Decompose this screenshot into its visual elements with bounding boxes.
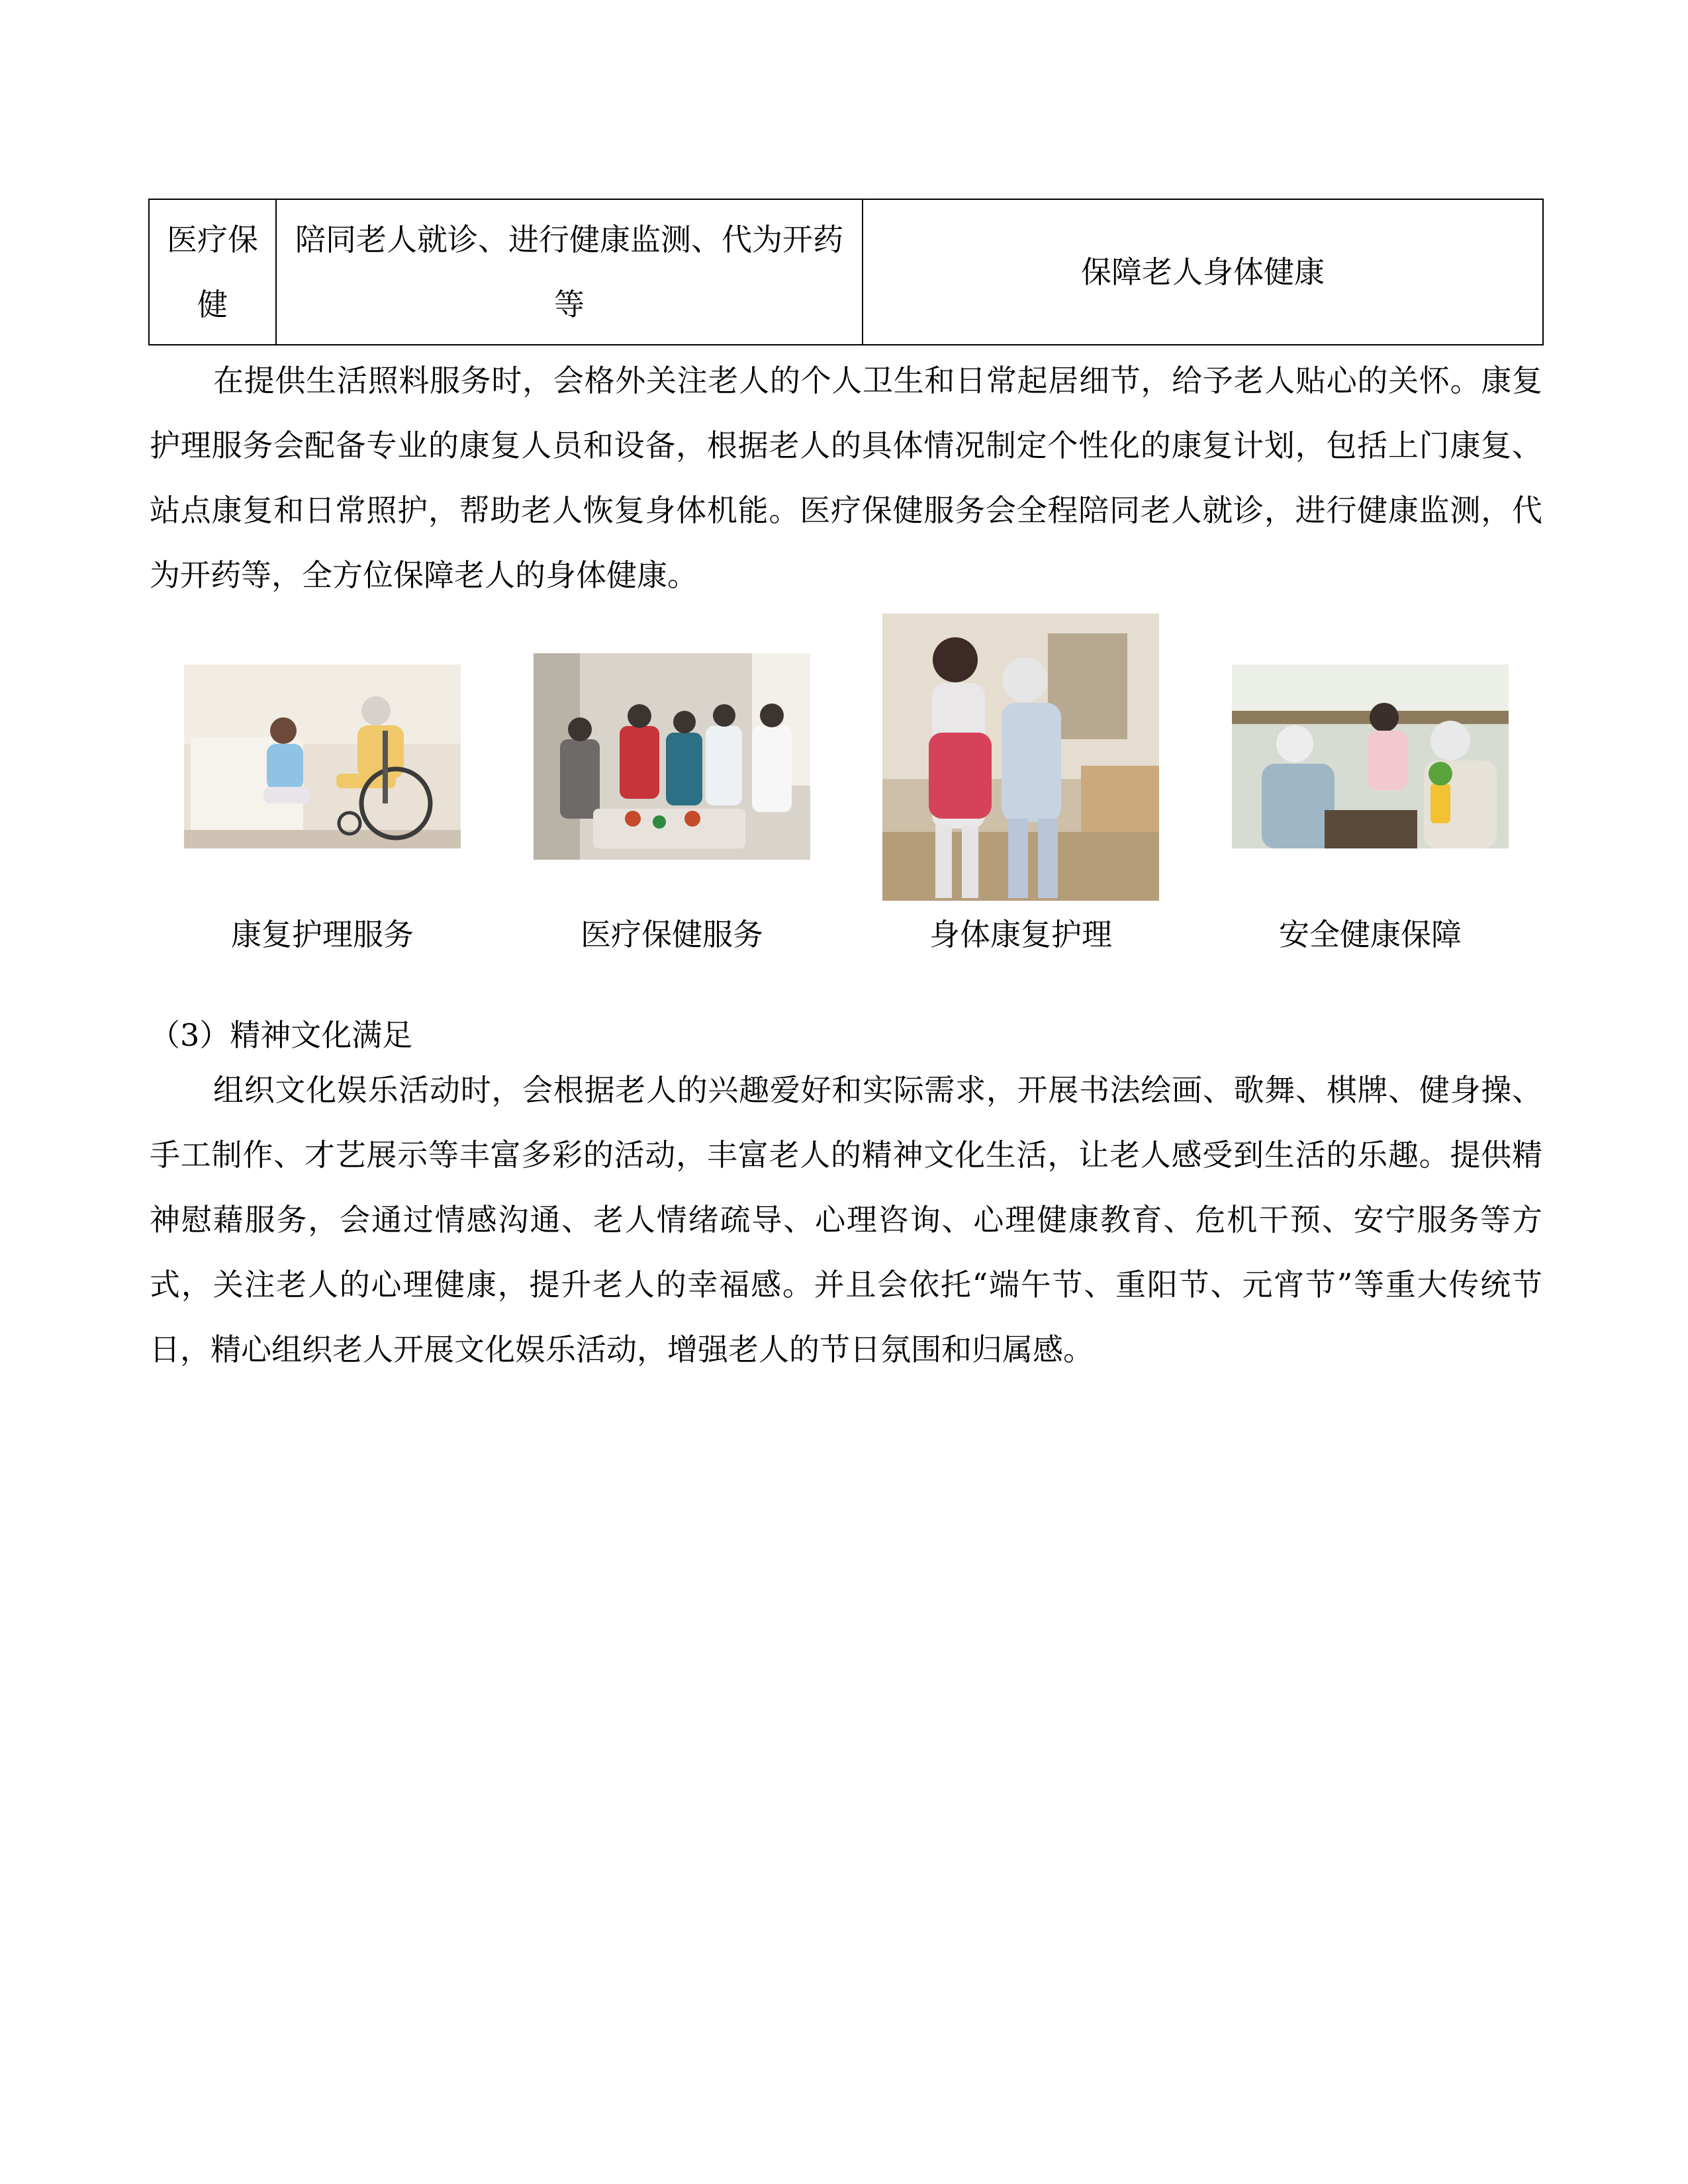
- photo-caption: 安全健康保障: [1279, 917, 1462, 952]
- photo-caption: 康复护理服务: [231, 917, 414, 952]
- photo-medical-care: [534, 653, 810, 860]
- table-cell-category: 医疗保健: [149, 199, 276, 345]
- photo-safety-health: [1232, 664, 1509, 848]
- paragraph-cultural-services: 组织文化娱乐活动时，会根据老人的兴趣爱好和实际需求，开展书法绘画、歌舞、棋牌、健身操、手工制作、才艺展示等丰富多彩的活动，丰富老人的精神文化生活，让老人感受到生活的乐趣。提供精神慰藉服务，会通过情感沟通、老人情绪疏导、心理咨询、心理健康教育、危机干预、安宁服务等方式，关注老人的心理健康，提升老人的幸福感。并且会依托“端午节、重阳节、元宵节”等重大传统节日，精心组织老人开展文化娱乐活动，增强老人的节日氛围和归属感。: [150, 1072, 1542, 1367]
- photo-rehab-care: [184, 664, 461, 848]
- section-heading: （3）精神文化满足: [150, 1017, 413, 1053]
- table-cell-purpose: 保障老人身体健康: [863, 199, 1543, 345]
- service-table: [148, 199, 1544, 345]
- photo-caption: 医疗保健服务: [581, 917, 763, 952]
- table-row: [149, 199, 1543, 345]
- paragraph-care-services: 在提供生活照料服务时，会格外关注老人的个人卫生和日常起居细节，给予老人贴心的关怀。康复护理服务会配备专业的康复人员和设备，根据老人的具体情况制定个性化的康复计划，包括上门康复、站点康复和日常照护，帮助老人恢复身体机能。医疗保健服务会全程陪同老人就诊，进行健康监测，代为开药等，全方位保障老人的身体健康。: [150, 363, 1542, 593]
- photo-physical-rehab: [882, 614, 1159, 901]
- photo-caption: 身体康复护理: [929, 917, 1112, 952]
- table-cell-content: 陪同老人就诊、进行健康监测、代为开药等: [276, 199, 863, 345]
